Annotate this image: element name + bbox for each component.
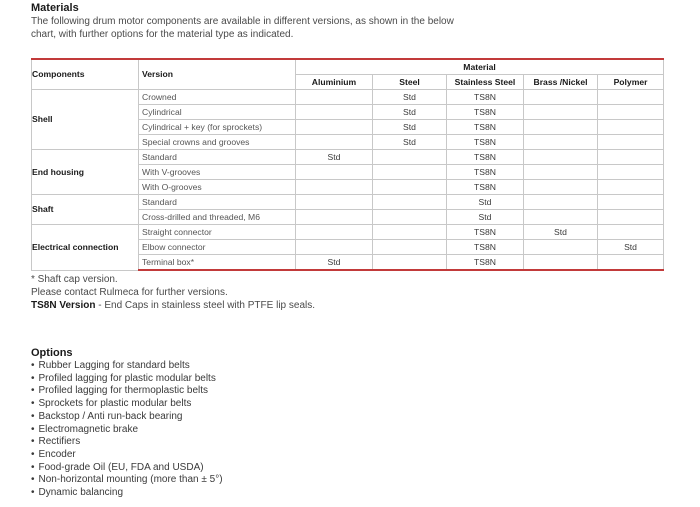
material-value-cell [598,195,664,210]
material-value-cell [598,135,664,150]
material-value-cell [296,135,373,150]
material-value-cell: TS8N [447,105,524,120]
component-group-label: Shell [32,90,139,150]
material-value-cell [373,240,447,255]
intro-paragraph: The following drum motor components are available in different versions, as shown in the below chart, with further options for the material type as indicated. [31,16,454,40]
material-col-header: Polymer [598,75,664,90]
option-item: • Rectifiers [31,436,223,449]
option-item: • Rubber Lagging for standard belts [31,360,223,373]
option-item: • Encoder [31,449,223,462]
table-row [32,150,664,165]
material-value-cell [373,165,447,180]
material-value-cell: Std [373,135,447,150]
materials-table [31,58,664,271]
material-col-header: Aluminium [296,75,373,90]
material-value-cell [598,90,664,105]
material-value-cell: Std [373,90,447,105]
version-cell: Cross-drilled and threaded, M6 [139,210,296,225]
version-header: Version [139,59,296,90]
version-cell: With V-grooves [139,165,296,180]
version-cell: Elbow connector [139,240,296,255]
material-col-header: Stainless Steel [447,75,524,90]
version-cell: Standard [139,150,296,165]
table-row [32,90,664,105]
material-col-header: Steel [373,75,447,90]
material-value-cell [598,225,664,240]
component-group-label: End housing [32,150,139,195]
material-value-cell [524,90,598,105]
material-value-cell [524,135,598,150]
option-item: • Profiled lagging for thermoplastic belts [31,385,223,398]
contact-note: Please contact Rulmeca for further versions. [31,287,228,298]
option-item: • Food-grade Oil (EU, FDA and USDA) [31,462,223,475]
ts8n-text: - End Caps in stainless steel with PTFE lip seals. [95,300,315,311]
materials-heading: Materials [31,2,79,14]
material-value-cell: TS8N [447,120,524,135]
material-value-cell: Std [296,255,373,271]
footnote: * Shaft cap version. [31,274,118,285]
material-value-cell [296,195,373,210]
table-notes [31,273,315,312]
option-item: • Profiled lagging for plastic modular belts [31,373,223,386]
version-cell: Special crowns and grooves [139,135,296,150]
material-value-cell [524,255,598,271]
component-group-label: Electrical connection [32,225,139,271]
option-item: • Dynamic balancing [31,487,223,500]
material-value-cell: TS8N [447,150,524,165]
material-value-cell [373,150,447,165]
version-cell: Straight connector [139,225,296,240]
material-value-cell [296,90,373,105]
material-value-cell [296,225,373,240]
ts8n-label: TS8N Version [31,300,96,311]
material-value-cell: TS8N [447,240,524,255]
material-value-cell [598,210,664,225]
material-header: Material [296,59,664,75]
table-row [32,225,664,240]
component-group-label: Shaft [32,195,139,225]
material-value-cell: TS8N [447,180,524,195]
material-value-cell: Std [598,240,664,255]
material-value-cell: Std [373,105,447,120]
material-value-cell [524,210,598,225]
material-value-cell [373,255,447,271]
material-value-cell [296,180,373,195]
material-value-cell [373,180,447,195]
material-value-cell [296,165,373,180]
material-value-cell [524,105,598,120]
material-value-cell [598,105,664,120]
material-value-cell: TS8N [447,165,524,180]
material-value-cell: Std [296,150,373,165]
material-value-cell: Std [373,120,447,135]
material-value-cell: TS8N [447,255,524,271]
material-value-cell [373,195,447,210]
version-cell: Standard [139,195,296,210]
material-value-cell: TS8N [447,135,524,150]
version-cell: Cylindrical [139,105,296,120]
material-value-cell [598,255,664,271]
material-value-cell [524,195,598,210]
material-value-cell [598,165,664,180]
material-value-cell [296,240,373,255]
material-value-cell [373,210,447,225]
material-value-cell [373,225,447,240]
material-value-cell: Std [447,195,524,210]
material-value-cell [598,120,664,135]
material-value-cell [524,165,598,180]
ts8n-note [31,299,315,312]
material-value-cell [524,150,598,165]
version-cell: Cylindrical + key (for sprockets) [139,120,296,135]
material-value-cell [524,240,598,255]
options-heading: Options [31,347,73,359]
components-header: Components [32,59,139,90]
material-value-cell: TS8N [447,225,524,240]
options-list [31,360,223,500]
version-cell: Terminal box* [139,255,296,271]
version-cell: With O-grooves [139,180,296,195]
material-value-cell [524,180,598,195]
version-cell: Crowned [139,90,296,105]
option-item: • Backstop / Anti run-back bearing [31,411,223,424]
material-value-cell [524,120,598,135]
option-item: • Non-horizontal mounting (more than ± 5°) [31,474,223,487]
option-item: • Electromagnetic brake [31,424,223,437]
material-value-cell: TS8N [447,90,524,105]
material-value-cell [296,105,373,120]
material-value-cell: Std [524,225,598,240]
material-value-cell [296,120,373,135]
material-value-cell [296,210,373,225]
material-value-cell: Std [447,210,524,225]
material-value-cell [598,180,664,195]
material-value-cell [598,150,664,165]
material-col-header: Brass /Nickel [524,75,598,90]
option-item: • Sprockets for plastic modular belts [31,398,223,411]
table-row [32,195,664,210]
